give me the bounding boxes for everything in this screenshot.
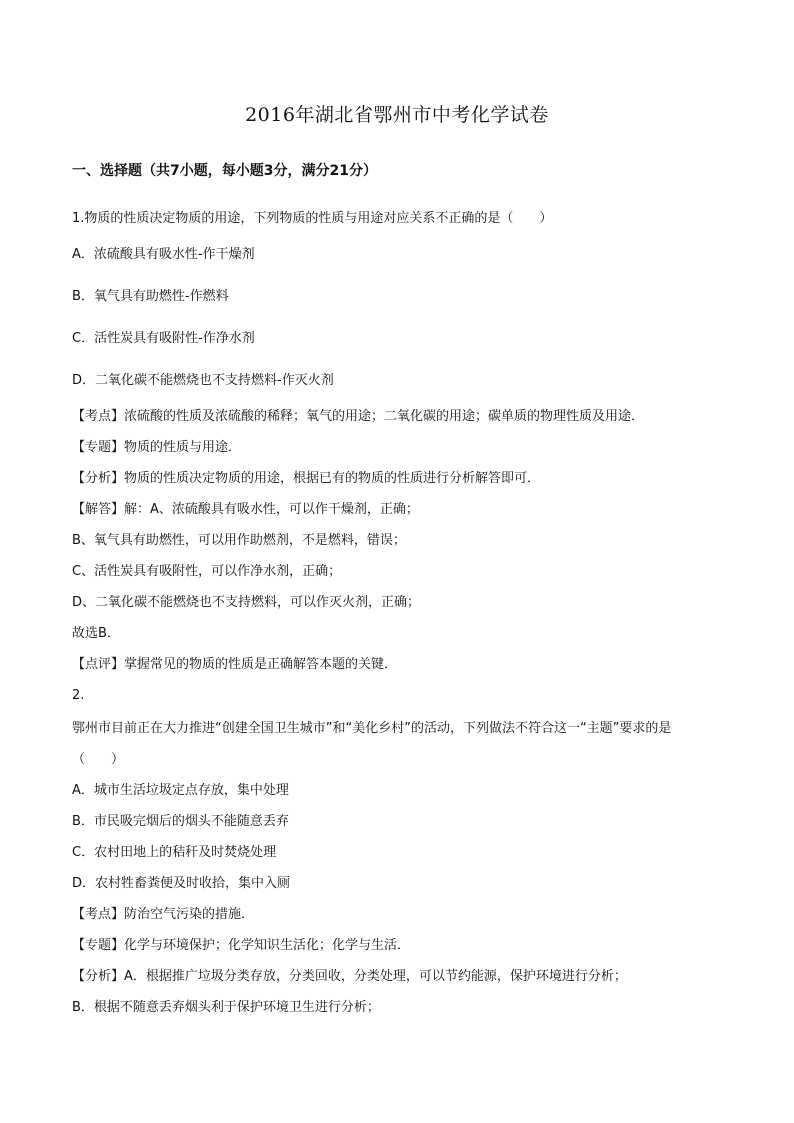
q2-zhuanti: 【专题】化学与环境保护；化学知识生活化；化学与生活． [72,938,411,953]
q1-jieda-line: C、活性炭具有吸附性，可以作净水剂，正确； [72,564,342,579]
q1-kaodian: 【考点】浓硫酸的性质及浓硫酸的稀释；氧气的用途；二氧化碳的用途；碳单质的物理性质及用途． [72,409,645,424]
q1-answer: 故选B． [72,626,120,641]
section-heading: 一、选择题（共7小题，每小题3分，满分21分） [72,163,377,179]
q2-option-b: B．市民吸完烟后的烟头不能随意丢弃 [72,814,289,829]
q1-jieda-line: 【解答】解：A、浓硫酸具有吸水性，可以作干燥剂，正确； [72,502,419,517]
q1-jieda-line: B、氧气具有助燃性，可以用作助燃剂，不是燃料，错误； [72,533,406,548]
q1-option-d: D．二氧化碳不能燃烧也不支持燃料-作灭火剂 [72,373,334,388]
q1-stem: 1.物质的性质决定物质的用途，下列物质的性质与用途对应关系不正确的是（ ） [72,211,553,226]
q1-fenxi: 【分析】物质的性质决定物质的用途，根据已有的物质的性质进行分析解答即可． [72,471,541,486]
q2-fenxi-line: B．根据不随意丢弃烟头利于保护环境卫生进行分析； [72,1000,380,1015]
q2-stem-line1: 鄂州市目前正在大力推进“创建全国卫生城市”和“美化乡村”的活动，下列做法不符合这一“主题”要求的是 [72,721,672,736]
page-title: 2016年湖北省鄂州市中考化学试卷 [245,104,549,126]
q1-option-b: B．氧气具有助燃性-作燃料 [72,289,229,304]
q2-option-d: D．农村牲畜粪便及时收拾，集中入厕 [72,876,291,891]
q1-jieda-line: D、二氧化碳不能燃烧也不支持燃料，可以作灭火剂，正确； [72,595,421,610]
q2-kaodian: 【考点】防治空气污染的措施． [72,907,255,922]
q1-option-c: C．活性炭具有吸附性-作净水剂 [72,331,255,346]
q2-option-c: C．农村田地上的秸秆及时焚烧处理 [72,845,277,860]
q2-number: 2. [72,688,85,703]
q2-option-a: A．城市生活垃圾定点存放，集中处理 [72,783,289,798]
q1-option-a: A．浓硫酸具有吸水性-作干燥剂 [72,247,255,262]
q2-fenxi-line: 【分析】A．根据推广垃圾分类存放，分类回收，分类处理，可以节约能源，保护环境进行分析； [72,969,627,984]
q1-dianping: 【点评】掌握常见的物质的性质是正确解答本题的关键． [72,657,398,672]
q2-stem-line2: （ ） [72,752,125,767]
q1-zhuanti: 【专题】物质的性质与用途． [72,440,242,455]
